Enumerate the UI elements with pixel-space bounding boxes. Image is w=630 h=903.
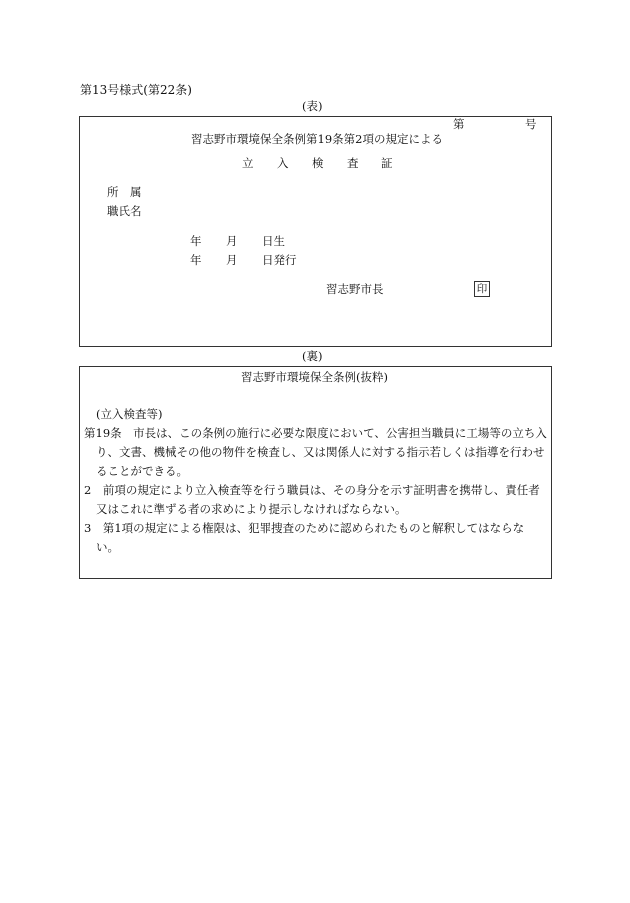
certificate-title-char: 査 <box>347 156 359 170</box>
birth-day: 日生 <box>262 234 285 248</box>
birth-month: 月 <box>226 234 238 248</box>
seal-mark: 印 <box>474 281 490 297</box>
certificate-title-char: 検 <box>312 156 324 170</box>
certificate-title-char: 入 <box>277 156 289 170</box>
article-line: ることができる。 <box>96 464 188 478</box>
birth-year: 年 <box>190 234 202 248</box>
excerpt-title: 習志野市環境保全条例(抜粋) <box>241 370 388 384</box>
paragraph-line: 又はこれに準ずる者の求めにより提示しなければならない。 <box>96 502 407 516</box>
front-heading: (表) <box>302 99 323 113</box>
form-label: 第13号様式(第22条) <box>80 83 192 97</box>
article-line: 第19条 市長は、この条例の施行に必要な限度において、公害担当職員に工場等の立ち入 <box>84 426 547 440</box>
issue-day: 日発行 <box>262 253 297 267</box>
paragraph-line: い。 <box>96 540 119 554</box>
back-heading: (裏) <box>302 349 323 363</box>
article-line: り、文書、機械その他の物件を検査し、又は関係人に対する指示若しくは指導を行わせ <box>96 445 545 459</box>
issuer: 習志野市長 <box>326 282 384 296</box>
certificate-title-char: 立 <box>242 156 254 170</box>
issue-year: 年 <box>190 253 202 267</box>
certificate-title-char: 証 <box>381 156 393 170</box>
number-suffix: 号 <box>525 117 537 131</box>
number-prefix: 第 <box>453 117 465 131</box>
front-box <box>79 116 552 347</box>
issue-month: 月 <box>226 253 238 267</box>
legal-basis: 習志野市環境保全条例第19条第2項の規定による <box>191 132 443 146</box>
paragraph-line: 3 第1項の規定による権限は、犯罪捜査のために認められたものと解釈してはならな <box>84 521 525 535</box>
paragraph-line: 2 前項の規定により立入検査等を行う職員は、その身分を示す証明書を携帯し、責任者 <box>84 483 540 497</box>
section-heading: (立入検査等) <box>96 407 163 421</box>
name-label: 職氏名 <box>107 204 142 218</box>
affiliation-label: 所 属 <box>107 185 142 199</box>
